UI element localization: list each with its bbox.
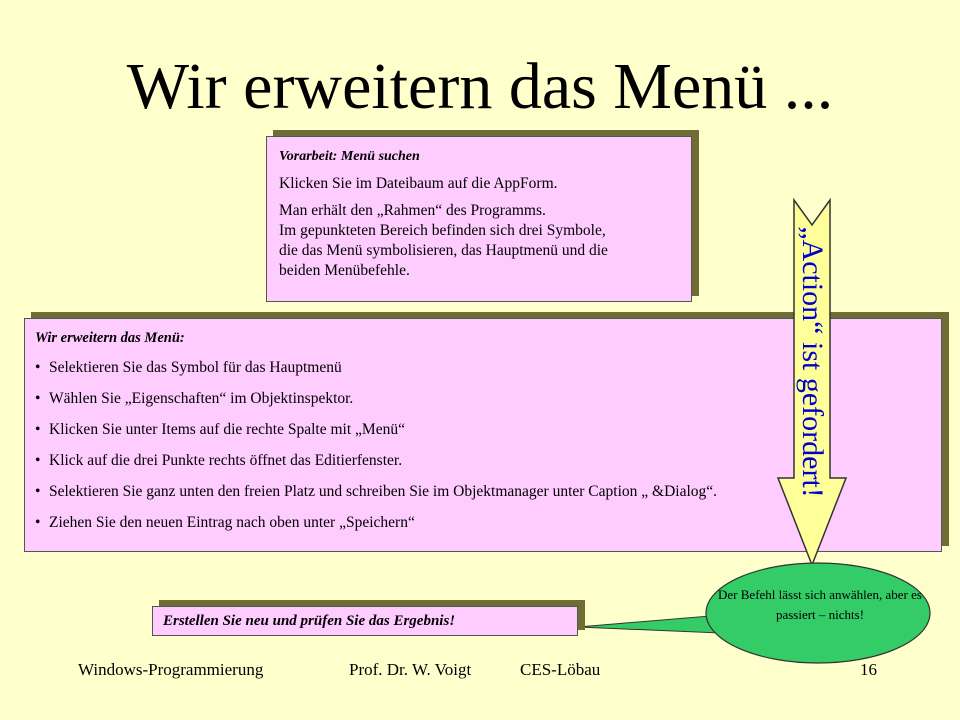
preparation-line: beiden Menübefehle.	[279, 262, 410, 279]
page-number: 16	[860, 660, 877, 679]
arrow-label: „Action“ ist gefordert!	[796, 226, 829, 498]
preparation-line: Man erhält den „Rahmen“ des Programms.	[279, 202, 546, 219]
callout-pointer	[578, 615, 722, 633]
instructions-heading: Wir erweitern das Menü:	[35, 330, 185, 346]
footer-course: Windows-Programmierung	[78, 660, 264, 679]
preparation-line: die das Menü symbolisieren, das Hauptmenü und die	[279, 242, 608, 259]
final-task-box: Erstellen Sie neu und prüfen Sie das Ergebnis!	[152, 606, 578, 636]
footer-school: CES-Löbau	[520, 660, 601, 679]
preparation-step-1: Klicken Sie im Dateibaum auf die AppForm.	[279, 175, 558, 192]
preparation-line: Im gepunkteten Bereich befinden sich drei Symbole,	[279, 222, 606, 239]
slide-title: Wir erweitern das Menü ...	[126, 50, 834, 123]
preparation-heading: Vorarbeit: Menü suchen	[279, 149, 420, 164]
list-item: • Ziehen Sie den neuen Eintrag nach oben unter „Speichern“	[35, 513, 931, 533]
list-item: • Selektieren Sie das Symbol für das Hauptmenü	[35, 358, 931, 378]
list-item: • Selektieren Sie ganz unten den freien Platz und schreiben Sie im Objektmanager unter Caption „ &Dialog“.	[35, 482, 931, 502]
footer-author: Prof. Dr. W. Voigt	[349, 660, 472, 679]
list-item: • Klick auf die drei Punkte rechts öffnet das Editierfenster.	[35, 451, 931, 471]
list-item: • Klicken Sie unter Items auf die rechte Spalte mit „Menü“	[35, 420, 931, 440]
list-item: • Wählen Sie „Eigenschaften“ im Objektinspektor.	[35, 389, 931, 409]
callout-text: Der Befehl lässt sich anwählen, aber es passiert – nichts!	[718, 587, 922, 622]
